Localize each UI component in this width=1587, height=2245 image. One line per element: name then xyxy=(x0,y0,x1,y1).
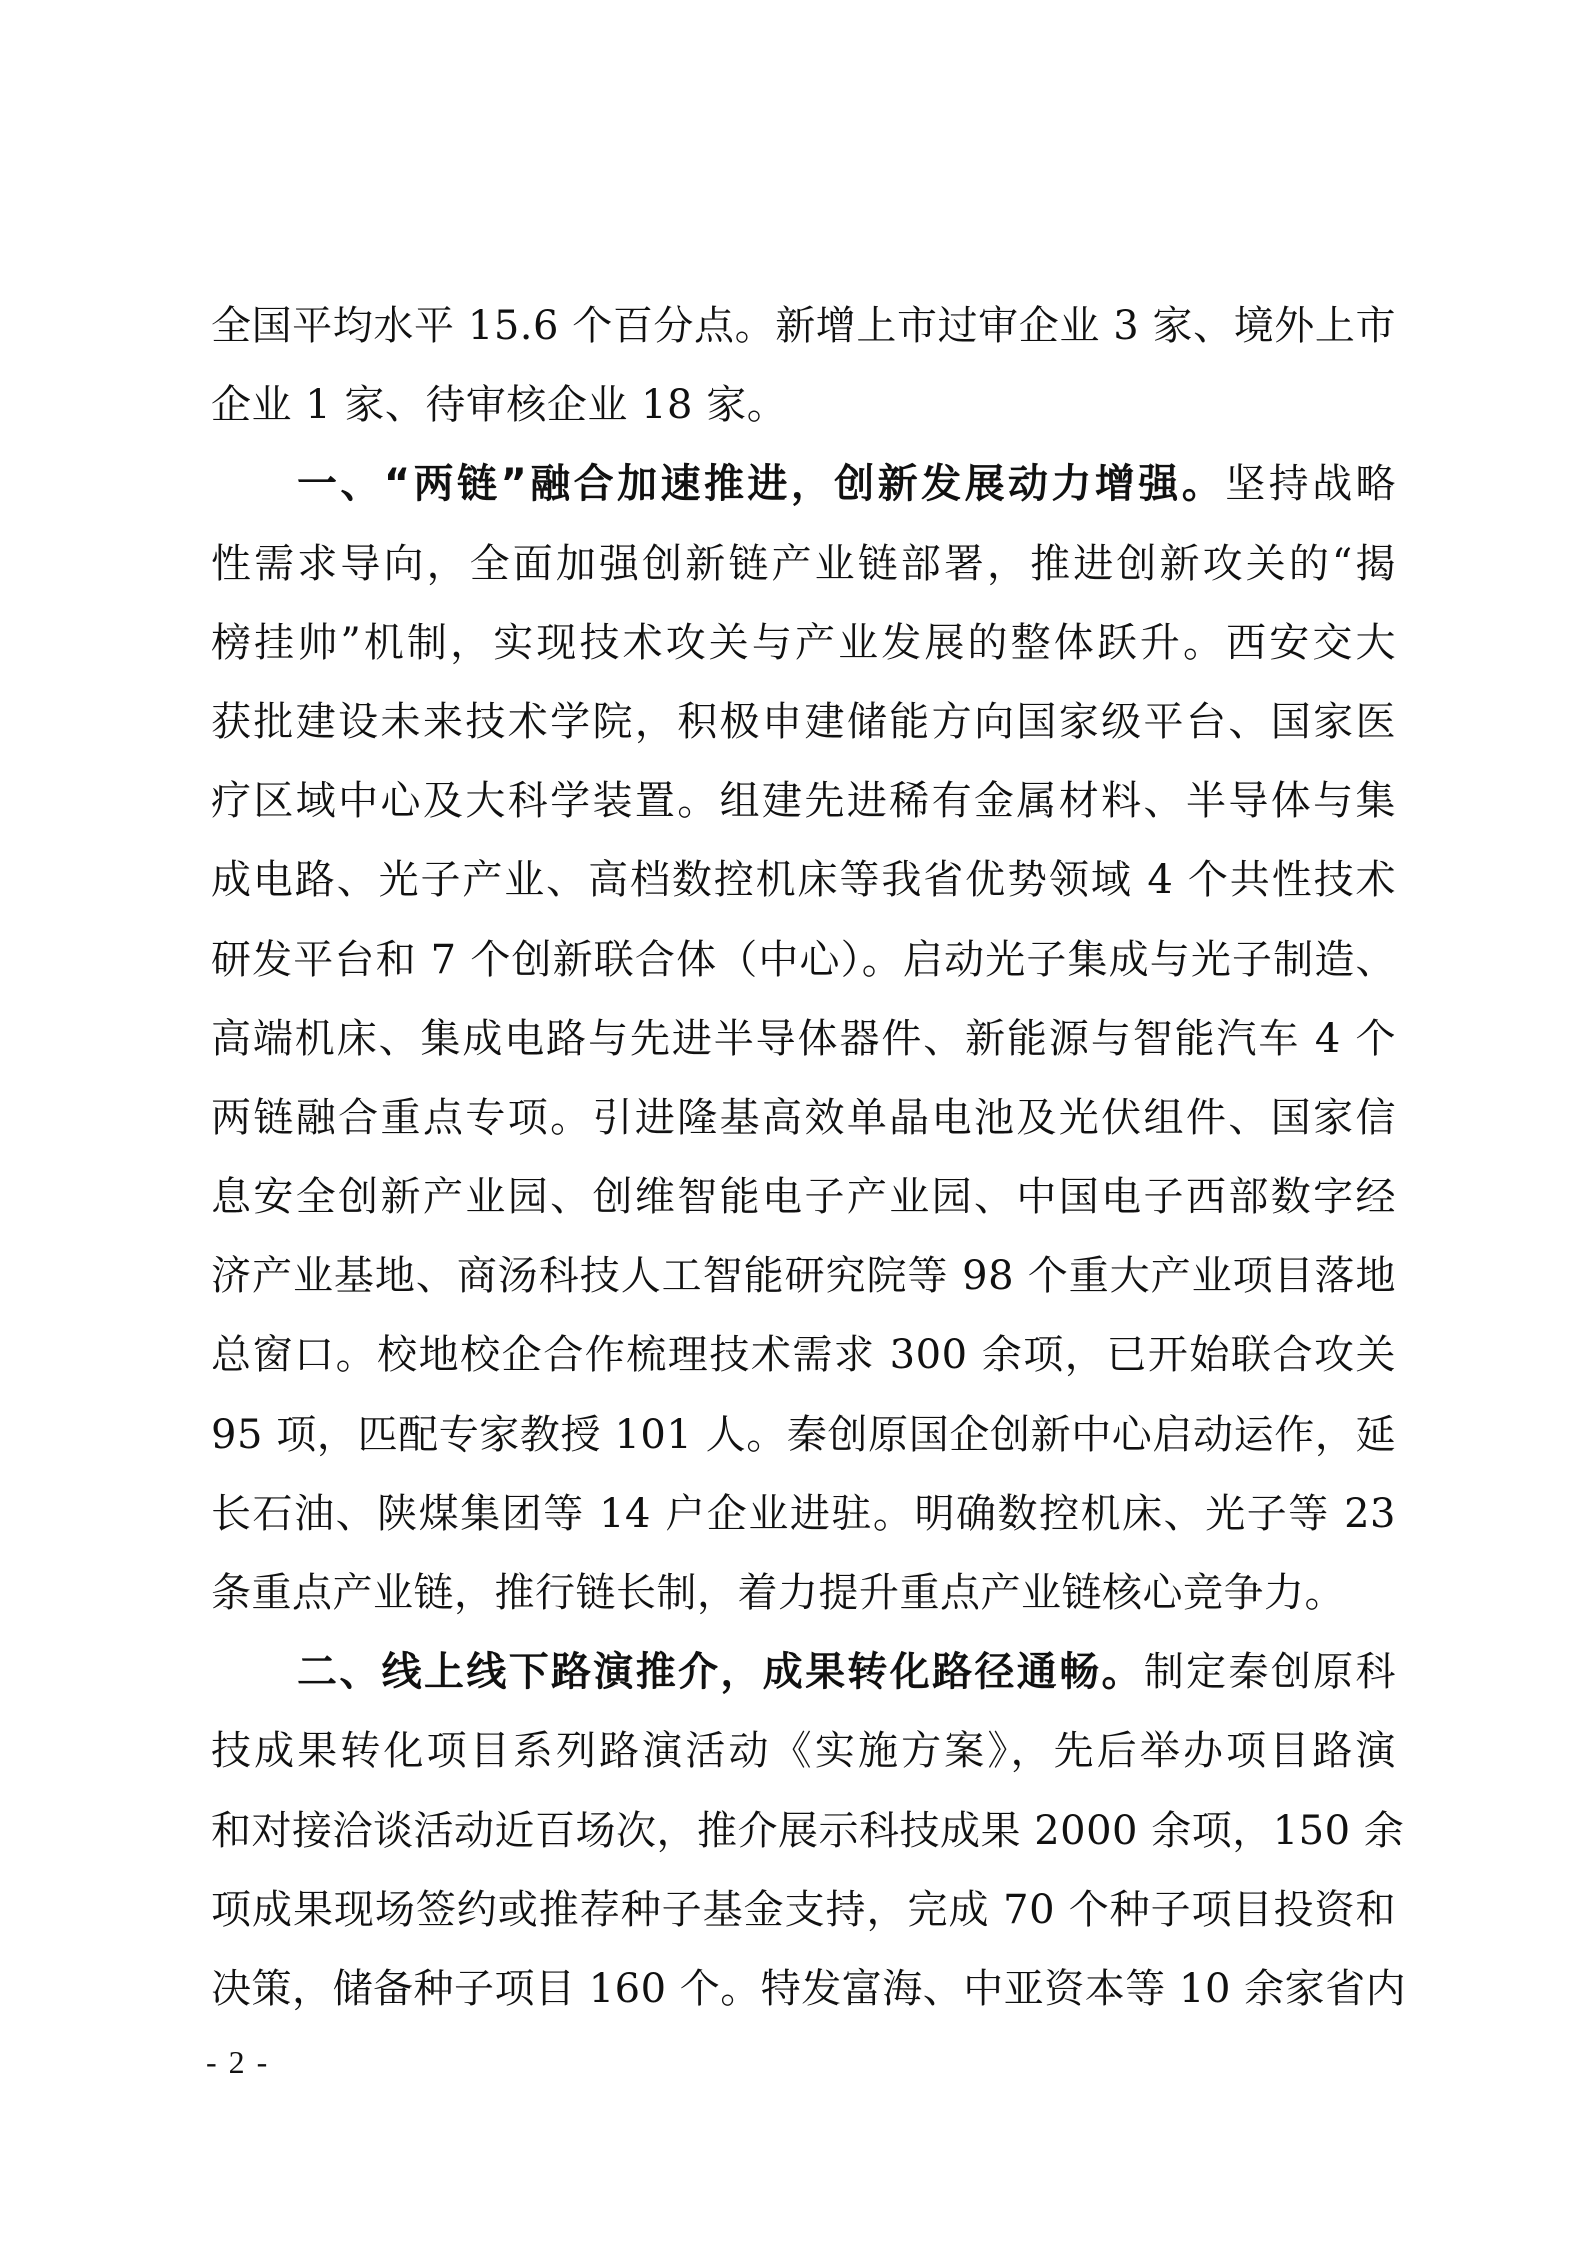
line-text: 条重点产业链，推行链长制，着力提升重点产业链核心竞争力。 xyxy=(211,1570,1345,1616)
text-line xyxy=(211,366,1396,445)
line-text: 决策，储备种子项目 160 个。特发富海、中亚资本等 10 余家省内 xyxy=(211,1965,1407,2012)
text-line xyxy=(211,1950,1407,2029)
section-heading: 一、“两链”融合加速推进，创新发展动力增强。 xyxy=(297,461,1226,508)
text-line xyxy=(211,604,1396,683)
text-line xyxy=(211,525,1396,604)
line-text: 息安全创新产业园、创维智能电子产业园、中国电子西部数字经 xyxy=(211,1174,1396,1221)
text-line xyxy=(211,1792,1405,1871)
line-text: 企业 1 家、待审核企业 18 家。 xyxy=(211,382,788,429)
text-line xyxy=(211,1396,1396,1475)
line-text: 制定秦创原科 xyxy=(1143,1649,1397,1696)
line-text: 成电路、光子产业、高档数控机床等我省优势领域 4 个共性技术 xyxy=(211,857,1396,904)
line-text: 总窗口。校地校企合作梳理技术需求 300 余项，已开始联合攻关 xyxy=(211,1332,1396,1379)
line-text: 技成果转化项目系列路演活动《实施方案》，先后举办项目路演 xyxy=(211,1728,1396,1775)
section-heading-line xyxy=(211,445,1396,524)
line-text: 和对接洽谈活动近百场次，推介展示科技成果 2000 余项，150 余 xyxy=(211,1807,1405,1854)
line-text: 坚持战略 xyxy=(1225,461,1397,508)
text-line xyxy=(211,1237,1396,1316)
page-number: - 2 - xyxy=(206,2044,270,2080)
text-line xyxy=(211,1554,1396,1633)
section-heading: 二、线上线下路演推介，成果转化路径通畅。 xyxy=(297,1649,1144,1696)
line-text: 长石油、陕煤集团等 14 户企业进驻。明确数控机床、光子等 23 xyxy=(211,1490,1396,1537)
text-line xyxy=(211,683,1396,762)
line-text: 两链融合重点专项。引进隆基高效单晶电池及光伏组件、国家信 xyxy=(211,1094,1396,1141)
text-line xyxy=(211,1158,1396,1237)
text-line xyxy=(211,287,1396,366)
text-line xyxy=(211,762,1396,841)
text-line xyxy=(211,1316,1396,1395)
line-text: 高端机床、集成电路与先进半导体器件、新能源与智能汽车 4 个 xyxy=(211,1015,1396,1062)
line-text: 性需求导向，全面加强创新链产业链部署，推进创新攻关的“揭 xyxy=(211,540,1396,587)
line-text: 疗区域中心及大科学装置。组建先进稀有金属材料、半导体与集 xyxy=(211,778,1396,825)
line-text: 研发平台和 7 个创新联合体（中心）。启动光子集成与光子制造、 xyxy=(211,936,1396,983)
text-line xyxy=(211,1712,1396,1791)
text-line xyxy=(211,1000,1396,1079)
line-text: 项成果现场签约或推荐种子基金支持，完成 70 个种子项目投资和 xyxy=(211,1886,1396,1933)
line-text: 获批建设未来技术学院，积极申建储能方向国家级平台、国家医 xyxy=(211,698,1396,745)
text-line xyxy=(211,1475,1396,1554)
section-heading-line xyxy=(211,1633,1396,1712)
line-text: 济产业基地、商汤科技人工智能研究院等 98 个重大产业项目落地 xyxy=(211,1253,1396,1300)
text-line xyxy=(211,921,1396,1000)
text-line xyxy=(211,841,1396,920)
line-text: 榜挂帅”机制，实现技术攻关与产业发展的整体跃升。西安交大 xyxy=(211,619,1396,666)
text-line xyxy=(211,1079,1396,1158)
body-text xyxy=(211,287,1407,2029)
line-text: 95 项，匹配专家教授 101 人。秦创原国企创新中心启动运作，延 xyxy=(211,1411,1396,1458)
text-line xyxy=(211,1871,1396,1950)
line-text: 全国平均水平 15.6 个百分点。新增上市过审企业 3 家、境外上市 xyxy=(211,303,1396,349)
